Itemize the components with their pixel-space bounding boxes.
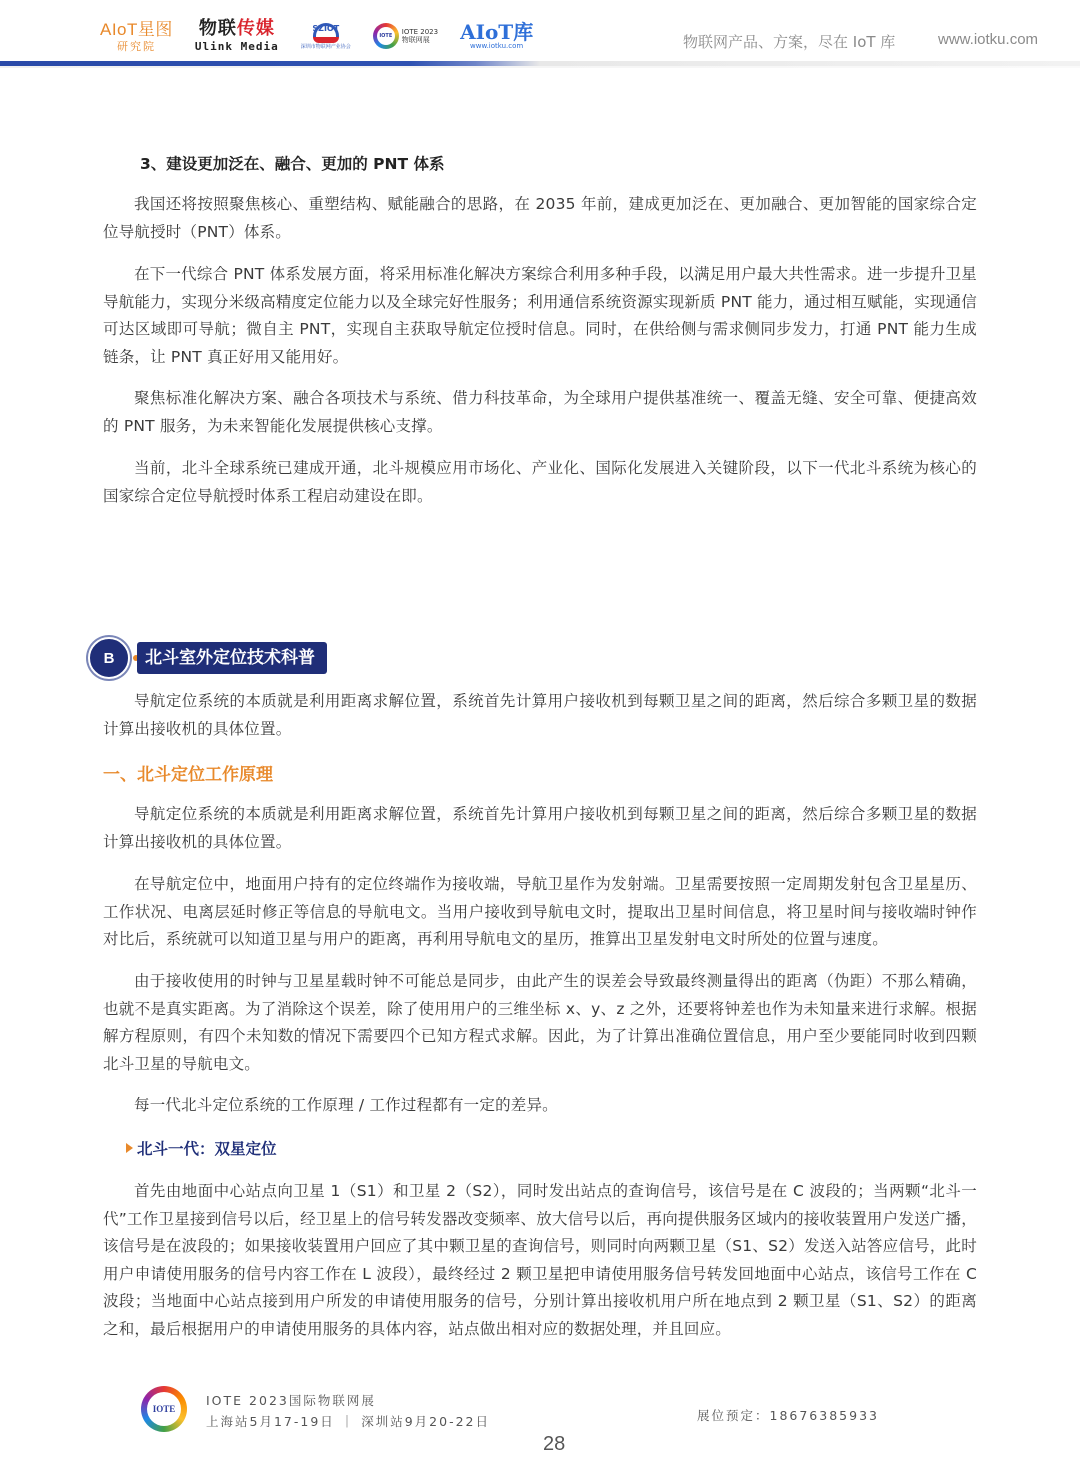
header-slogan: 物联网产品、方案，尽在 IoT 库 — [683, 33, 896, 51]
triangle-bullet-icon — [126, 1143, 133, 1153]
section-title: 北斗室外定位技术科普 — [137, 642, 327, 674]
sziot-swoosh-icon — [313, 37, 339, 43]
gen1-heading: 北斗一代：双星定位 — [126, 1137, 277, 1159]
footer-event-dates: 上海站5月17-19日 ｜ 深圳站9月20-22日 — [206, 1414, 490, 1429]
paragraph: 由于接收使用的时钟与卫星星载时钟不可能总是同步，由此产生的误差会导致最终测量得出的距离（伪距）不那么精确，也就不是真实距离。为了消除这个误差，除了使用用户的三维坐标 x、y、z 之外，还要将钟差也作为未知量来进行求解。根据解方程原则，有四个未知数的情况下需要四个已知方程式求解。因此，为了计算出准确位置信息，用户至少要能同时收到四颗北斗卫星的导航电文。 — [103, 972, 977, 1073]
aiot-research-logo: AIoT星图 研究院 — [100, 19, 173, 53]
footer-booking-phone: 展位预定：18676385933 — [697, 1408, 879, 1423]
page-number: 28 — [543, 1433, 566, 1455]
sziot-logo: SZIOT 深圳市物联网产业协会 — [300, 23, 351, 50]
paragraph: 在下一代综合 PNT 体系发展方面，将采用标准化解决方案综合利用多种手段，以满足用户最大共性需求。进一步提升卫星导航能力，实现分米级高精度定位能力以及全球完好性服务；利用通信系统资源实现新质 PNT 能力，通过相互赋能，实现通信可达区域即可导航；微自主 PNT，实现自主获取导航定位授时信息。同时，在供给侧与需求侧同步发力，打通 PNT 能力生成链条，让 PNT 真正好用又能用好。 — [103, 265, 977, 366]
iote-footer-logo: IOTE — [141, 1386, 187, 1432]
aiotku-logo: AIoT库 www.iotku.com — [460, 20, 534, 50]
header-url-link[interactable]: www.iotku.com — [938, 31, 1039, 48]
paragraph: 在导航定位中，地面用户持有的定位终端作为接收端，导航卫星作为发射端。卫星需要按照一定周期发射包含卫星星历、工作状况、电离层延时修正等信息的导航电文。当用户接收到导航电文时，提取出卫星时间信息，将卫星时间与接收端时钟作对比后，系统就可以知道卫星与用户的距离，再利用导航电文的星历，推算出卫星发射电文时所处的位置与速度。 — [103, 875, 977, 948]
iote-ring-icon: IOTE — [373, 23, 399, 49]
ulink-media-logo: 物联传媒 Ulink Media — [194, 18, 279, 53]
paragraph: 导航定位系统的本质就是利用距离求解位置，系统首先计算用户接收机到每颗卫星之间的距离，然后综合多颗卫星的数据计算出接收机的具体位置。 — [103, 805, 977, 851]
header-divider-shadow — [0, 66, 1080, 68]
paragraph: 每一代北斗定位系统的工作原理 / 工作过程都有一定的差异。 — [134, 1096, 558, 1114]
paragraph: 聚焦标准化解决方案、融合各项技术与系统、借力科技革命，为全球用户提供基准统一、覆盖无缝、安全可靠、便捷高效的 PNT 服务，为未来智能化发展提供核心支撑。 — [103, 389, 977, 435]
subsection-heading: 一、北斗定位工作原理 — [103, 765, 273, 785]
footer-event-title: IOTE 2023国际物联网展 — [206, 1393, 376, 1408]
paragraph: 我国还将按照聚焦核心、重塑结构、赋能融合的思路，在 2035 年前，建成更加泛在、更加融合、更加智能的国家综合定位导航授时（PNT）体系。 — [103, 195, 977, 241]
iote-2023-logo: IOTE IOTE 2023 物联网展 — [373, 23, 438, 49]
section-letter-badge: B — [88, 637, 130, 679]
page-header — [0, 0, 1080, 70]
section-b-badge — [88, 637, 327, 679]
paragraph: 导航定位系统的本质就是利用距离求解位置，系统首先计算用户接收机到每颗卫星之间的距离，然后综合多颗卫星的数据计算出接收机的具体位置。 — [103, 692, 977, 738]
partner-logos — [100, 14, 533, 58]
paragraph: 当前，北斗全球系统已建成开通，北斗规模应用市场化、产业化、国际化发展进入关键阶段，以下一代北斗系统为核心的国家综合定位导航授时体系工程启动建设在即。 — [103, 459, 977, 505]
paragraph: 首先由地面中心站点向卫星 1（S1）和卫星 2（S2），同时发出站点的查询信号，该信号是在 C 波段的；当两颗“北斗一代”工作卫星接到信号以后，经卫星上的信号转发器改变频率、放大信号以后，再向提供服务区域内的接收装置用户发送广播，该信号是在波段的；如果接收装置用户回应了其中颗卫星的查询信号，则同时向两颗卫星（S1、S2）发送入站答应信号，此时用户申请使用服务的信号内容工作在 L 波段），最终经过 2 颗卫星把申请使用服务信号转发回地面中心站点，该信号工作在 C 波段；当地面中心站点接到用户所发的申请使用服务的信号，分别计算出接收机用户所在地点到 2 颗卫星（S1、S2）的距离之和，最后根据用户的申请使用服务的具体内容，站点做出相对应的数据处理，并且回应。 — [103, 1182, 977, 1338]
section-heading-pnt: 3、建设更加泛在、融合、更加的 PNT 体系 — [140, 155, 445, 173]
